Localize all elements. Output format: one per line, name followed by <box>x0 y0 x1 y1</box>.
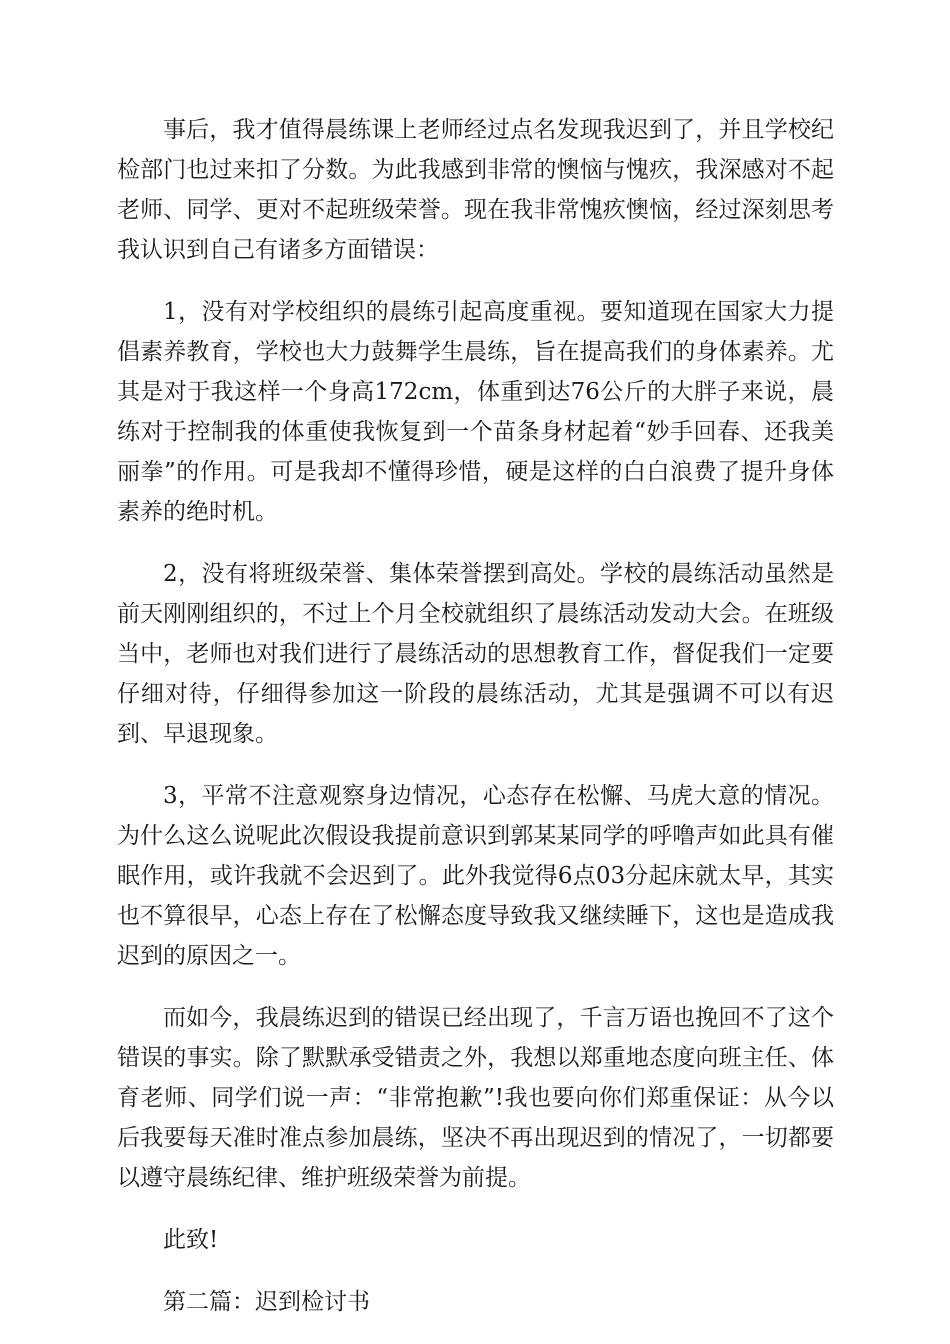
section-heading: 第二篇：迟到检讨书 <box>163 1289 370 1315</box>
paragraph-point-1: 1，没有对学校组织的晨练引起高度重视。要知道现在国家大力提倡素养教育，学校也大力鼓舞学生晨练，旨在提高我们的身体素养。尤其是对于我这样一个身高172cm，体重到达76公斤的大胖子来说，晨练对于控制我的体重使我恢复到一个苗条身材起着“妙手回春、还我美丽拳”的作用。可是我却不懂得珍惜，硬是这样的白白浪费了提升身体素养的绝时机。 <box>117 299 834 525</box>
paragraph-conclusion: 而如今，我晨练迟到的错误已经出现了，千言万语也挽回不了这个错误的事实。除了默默承受错责之外，我想以郑重地态度向班主任、体育老师、同学们说一声：“非常抱歉”!我也要向你们郑重保证：从今以后我要每天准时准点参加晨练，坚决不再出现迟到的情况了，一切都要以遵守晨练纪律、维护班级荣誉为前提。 <box>117 1005 834 1191</box>
paragraph-closing: 此致! <box>163 1227 219 1253</box>
paragraph-intro: 事后，我才值得晨练课上老师经过点名发现我迟到了，并且学校纪检部门也过来扣了分数。为此我感到非常的懊恼与愧疚，我深感对不起老师、同学、更对不起班级荣誉。现在我非常愧疚懊恼，经过深刻思考我认识到自己有诸多方面错误： <box>117 117 834 263</box>
paragraph-point-2: 2，没有将班级荣誉、集体荣誉摆到高处。学校的晨练活动虽然是前天刚刚组织的，不过上个月全校就组织了晨练活动发动大会。在班级当中，老师也对我们进行了晨练活动的思想教育工作，督促我们一定要仔细对待，仔细得参加这一阶段的晨练活动，尤其是强调不可以有迟到、早退现象。 <box>117 561 834 747</box>
paragraph-point-3: 3，平常不注意观察身边情况，心态存在松懈、马虎大意的情况。为什么这么说呢此次假设我提前意识到郭某某同学的呼噜声如此具有催眠作用，或许我就不会迟到了。此外我觉得6点03分起床就太早，其实也不算很早，心态上存在了松懈态度导致我又继续睡下，这也是造成我迟到的原因之一。 <box>117 783 834 969</box>
document-page <box>117 110 834 1344</box>
